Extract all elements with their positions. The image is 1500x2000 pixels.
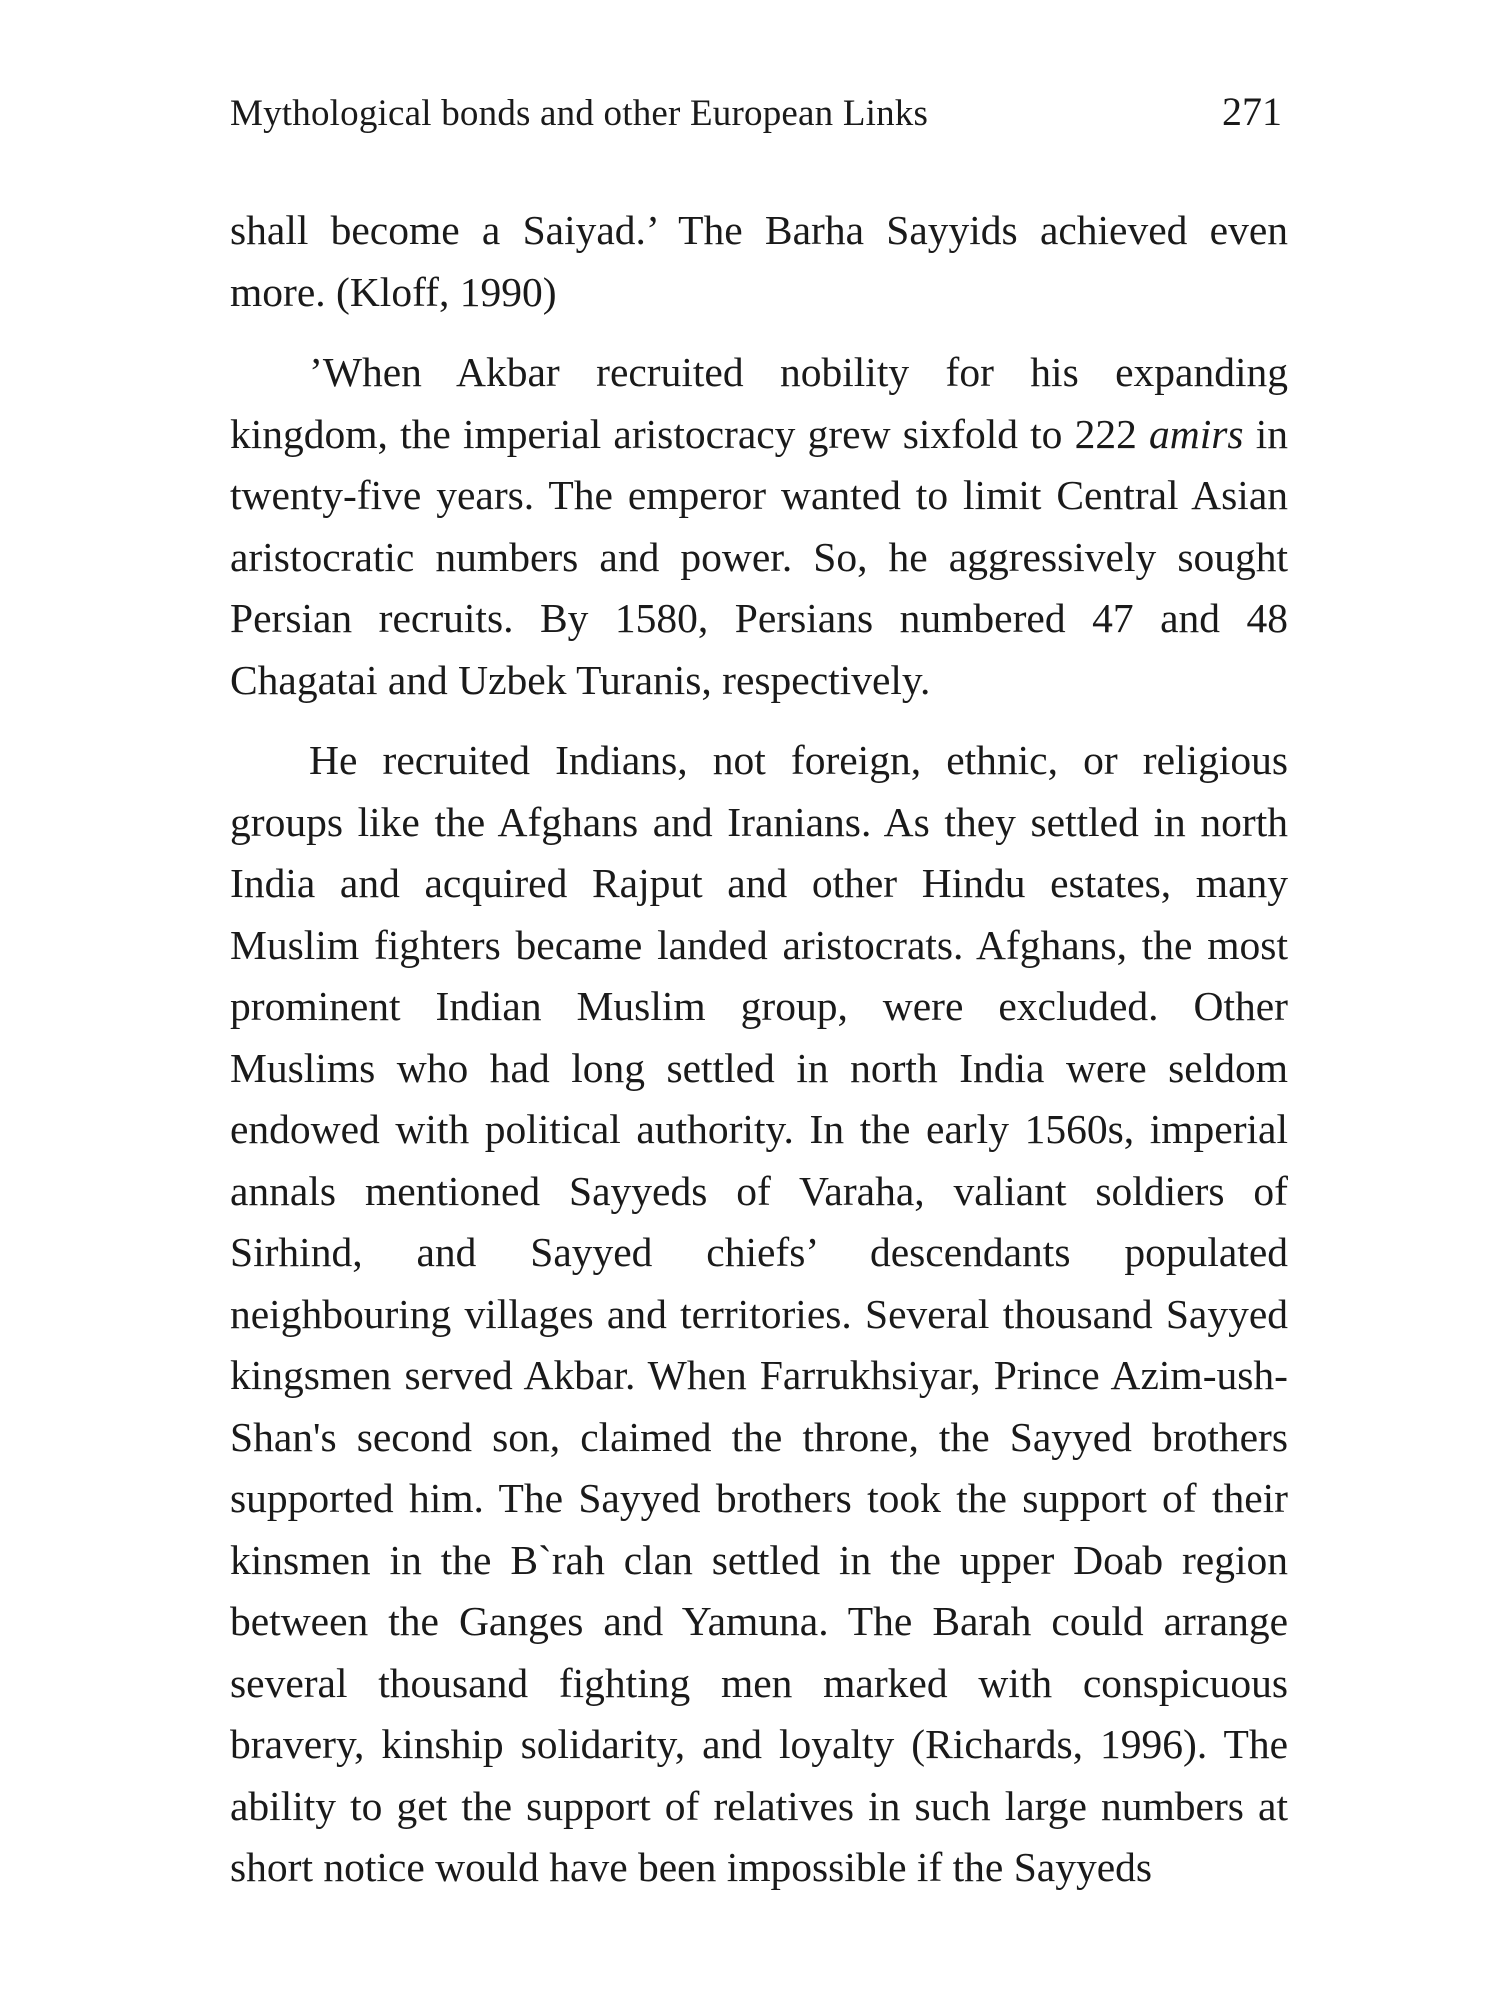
- running-title: Mythological bonds and other European Links: [230, 93, 929, 134]
- paragraph-text: ’When Akbar recruited nobility for his expanding kingdom, the imperial aristocracy grew sixfold to 222: [230, 349, 1288, 457]
- page-number: 271: [1222, 89, 1282, 134]
- italic-term: amirs: [1149, 410, 1244, 457]
- paragraph-akbar-nobility: [230, 342, 1288, 711]
- book-page: [230, 88, 1288, 1899]
- paragraph-text: in twenty-five years. The emperor wanted to limit Central Asian aristocratic numbers and power. So, he aggressively sought Persian recruits. By 1580, Persians numbered 47 and 48 Chagatai and Uzbek Turanis, respectively.: [230, 410, 1289, 703]
- paragraph-sayyed-brothers: He recruited Indians, not foreign, ethnic, or religious groups like the Afghans and Iranians. As they settled in north India and acquired Rajput and other Hindu estates, many Muslim fighters became landed aristocrats. Afghans, the most prominent Indian Muslim group, were excluded. Other Muslims who had long settled in north India were seldom endowed with political authority. In the early 1560s, imperial annals mentioned Sayyeds of Varaha, valiant soldiers of Sirhind, and Sayyed chiefs’ descendants populated neighbouring villages and territories. Several thousand Sayyed kingsmen served Akbar. When Farrukhsiyar, Prince Azim-ush-Shan's second son, claimed the throne, the Sayyed brothers supported him. The Sayyed brothers took the support of their kinsmen in the B`rah clan settled in the upper Doab region between the Ganges and Yamuna. The Barah could arrange several thousand fighting men marked with conspicuous bravery, kinship solidarity, and loyalty (Richards, 1996). The ability to get the support of relatives in such large numbers at short notice would have been impossible if the Sayyeds: [230, 737, 1288, 1890]
- paragraph-continued: shall become a Saiyad.’ The Barha Sayyids achieved even more. (Kloff, 1990): [230, 207, 1288, 315]
- running-header: [230, 88, 1288, 154]
